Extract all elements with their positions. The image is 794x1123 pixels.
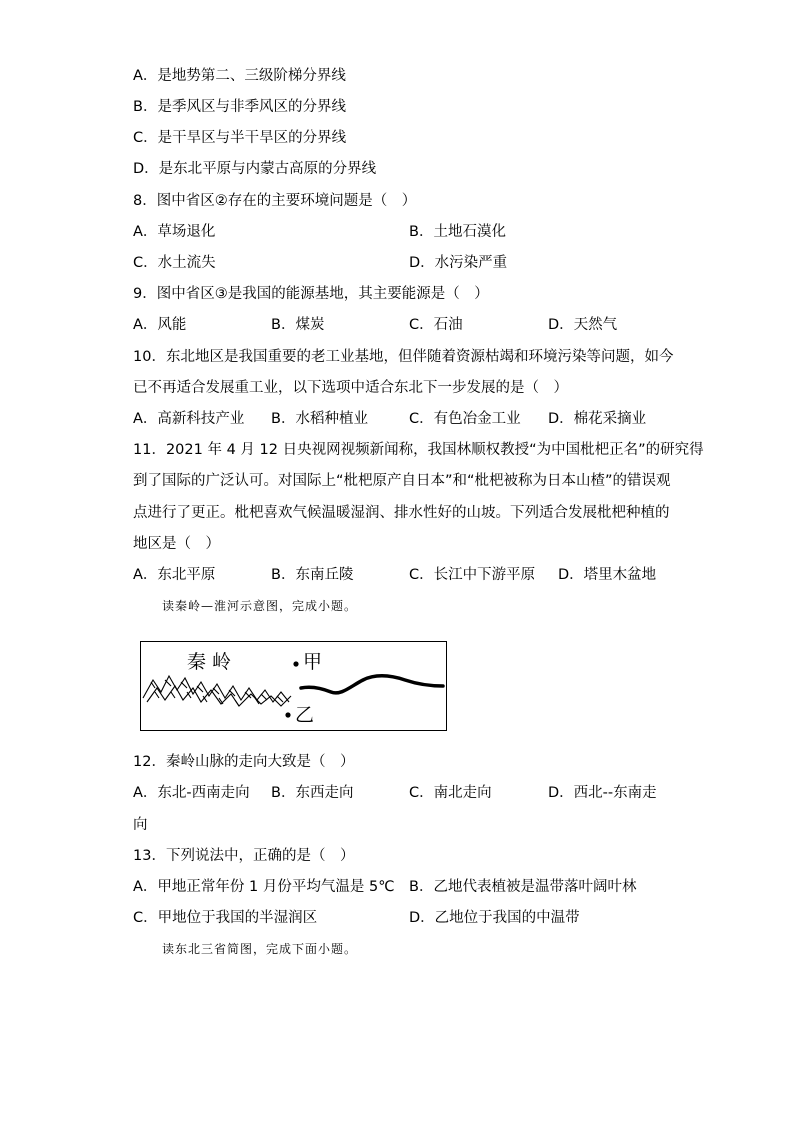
q11-stem-line-3: 点进行了更正。枇杷喜欢气候温暖湿润、排水性好的山坡。下列适合发展枇杷种植的 <box>133 505 670 521</box>
q9-option-b: B．煤炭 <box>271 317 325 333</box>
q7-option-c: C．是干旱区与半干旱区的分界线 <box>133 130 347 146</box>
q8-option-d: D．水污染严重 <box>409 255 508 271</box>
q10-stem-line-1: 10．东北地区是我国重要的老工业基地，但伴随着资源枯竭和环境污染等问题，如今 <box>133 349 674 365</box>
q8-option-a: A．草场退化 <box>133 224 216 240</box>
q13-option-b: B．乙地代表植被是温带落叶阔叶林 <box>409 879 637 895</box>
point-yi-marker <box>285 712 290 717</box>
qinling-huaihe-figure <box>140 641 447 731</box>
q10-option-a: A．高新科技产业 <box>133 411 245 427</box>
q8-option-b: B．土地石漠化 <box>409 224 506 240</box>
qinling-intro-text: 读秦岭—淮河示意图，完成小题。 <box>162 599 358 613</box>
q13-option-c: C．甲地位于我国的半湿润区 <box>133 910 318 926</box>
q11-option-c: C．长江中下游平原 <box>409 567 536 583</box>
qinling-mountain-label: 秦 岭 <box>187 651 232 673</box>
q11-option-a: A．东北平原 <box>133 567 216 583</box>
q11-stem-line-2: 到了国际的广泛认可。对国际上“枇杷原产自日本”和“枇杷被称为日本山楂”的错误观 <box>133 473 671 489</box>
q11-stem-line-1: 11．2021 年 4 月 12 日央视网视频新闻称，我国林顺权教授“为中国枇杷正名”的研究得 <box>133 442 704 458</box>
q12-option-d: D．西北--东南走 <box>548 785 657 801</box>
q12-option-d-wrap: 向 <box>133 817 148 833</box>
q7-option-d: D．是东北平原与内蒙古高原的分界线 <box>133 161 377 177</box>
q9-option-a: A．风能 <box>133 317 187 333</box>
q8-stem: 8．图中省区②存在的主要环境问题是（ ） <box>133 193 417 209</box>
mountain-range-icon <box>143 676 291 706</box>
point-jia-label: 甲 <box>303 651 323 673</box>
q8-option-c: C．水土流失 <box>133 255 216 271</box>
q9-stem: 9．图中省区③是我国的能源基地，其主要能源是（ ） <box>133 286 489 302</box>
q10-option-b: B．水稻种植业 <box>271 411 368 427</box>
point-jia-marker <box>293 661 298 666</box>
q9-option-d: D．天然气 <box>548 317 618 333</box>
q13-option-d: D．乙地位于我国的中温带 <box>409 910 580 926</box>
q13-stem: 13．下列说法中，正确的是（ ） <box>133 848 355 864</box>
q13-option-a: A．甲地正常年份 1 月份平均气温是 5℃ <box>133 879 395 895</box>
q12-option-b: B．东西走向 <box>271 785 354 801</box>
q9-option-c: C．石油 <box>409 317 463 333</box>
q11-option-b: B．东南丘陵 <box>271 567 354 583</box>
q11-option-d: D．塔里木盆地 <box>558 567 657 583</box>
point-yi-label: 乙 <box>295 704 315 726</box>
q7-option-a: A．是地势第二、三级阶梯分界线 <box>133 68 346 84</box>
q10-option-c: C．有色冶金工业 <box>409 411 521 427</box>
q7-option-b: B．是季风区与非季风区的分界线 <box>133 99 346 115</box>
q10-option-d: D．棉花采摘业 <box>548 411 647 427</box>
northeast-intro-text: 读东北三省简图，完成下面小题。 <box>162 942 358 956</box>
q12-stem: 12．秦岭山脉的走向大致是（ ） <box>133 754 355 770</box>
huaihe-river-line <box>301 676 443 693</box>
q12-option-c: C．南北走向 <box>409 785 492 801</box>
q10-stem-line-2: 已不再适合发展重工业，以下选项中适合东北下一步发展的是（ ） <box>133 380 568 396</box>
q11-stem-line-4: 地区是（ ） <box>133 536 220 552</box>
q12-option-a: A．东北-西南走向 <box>133 785 250 801</box>
